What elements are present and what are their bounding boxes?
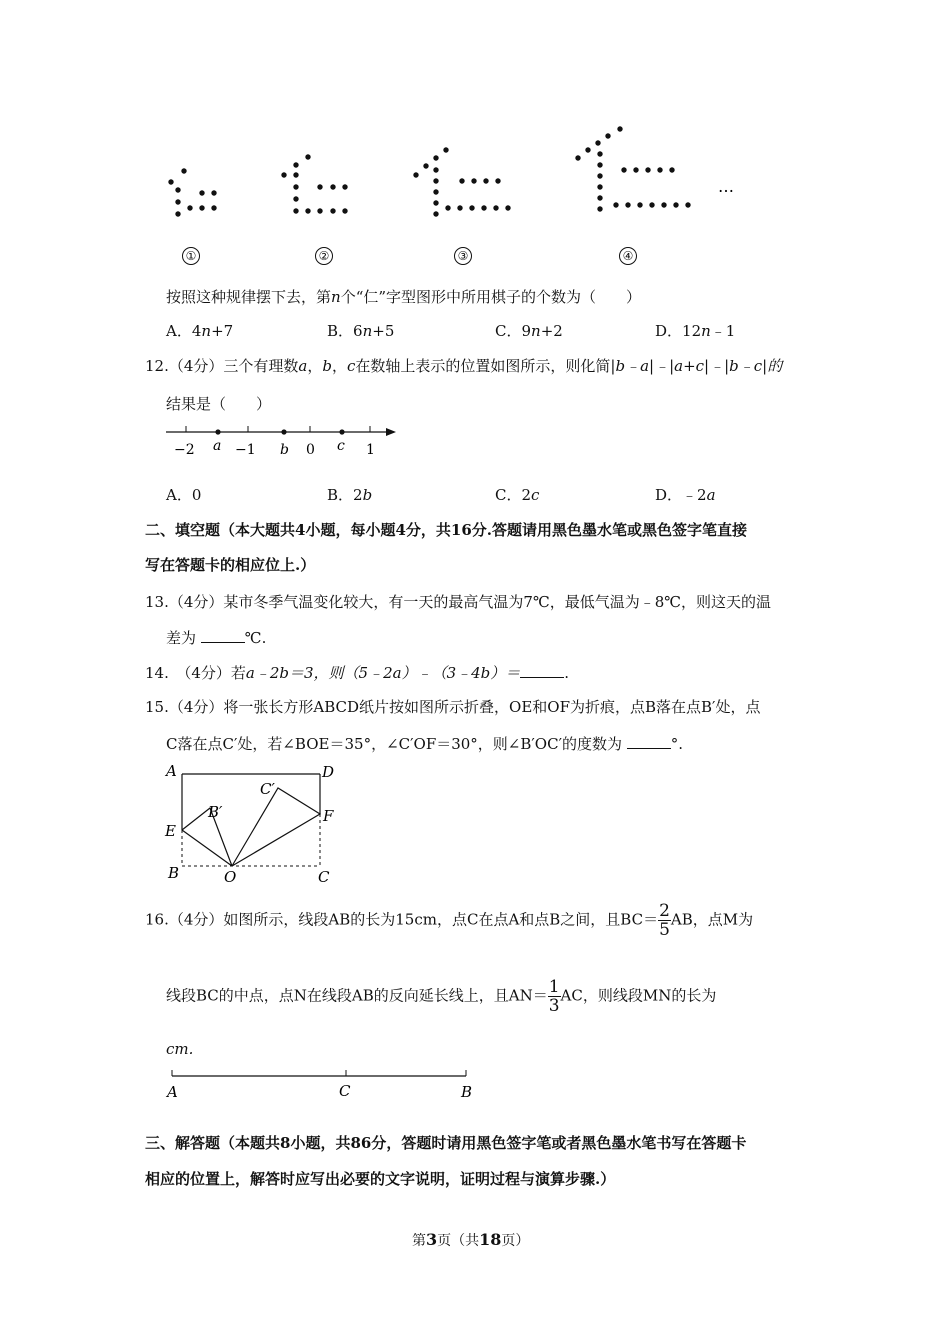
chess-piece-dot bbox=[413, 172, 418, 177]
q12-option-a[interactable]: A．0 bbox=[166, 486, 202, 504]
chess-piece-dot bbox=[625, 202, 630, 207]
chess-piece-dot bbox=[423, 163, 428, 168]
fraction-2-5: $\frac{2}{5}$ bbox=[659, 901, 670, 940]
chess-piece-dot bbox=[433, 211, 438, 216]
ren-dot-pattern-figure bbox=[0, 0, 950, 240]
chess-piece-dot bbox=[483, 178, 488, 183]
chess-piece-dot bbox=[168, 179, 173, 184]
figure-label-1: ① bbox=[182, 247, 200, 265]
chess-piece-dot bbox=[585, 147, 590, 152]
chess-piece-dot bbox=[613, 202, 618, 207]
chess-piece-dot bbox=[211, 205, 216, 210]
label-A: A bbox=[167, 1083, 178, 1101]
chess-piece-dot bbox=[293, 162, 298, 167]
q11-stem: 按照这种规律摆下去，第n个“仁”字型图形中所用棋子的个数为（ ） bbox=[166, 288, 642, 306]
number-line bbox=[164, 420, 414, 460]
tick-label: b bbox=[280, 442, 289, 458]
tick-label: a bbox=[213, 438, 222, 454]
chess-piece-dot bbox=[617, 126, 622, 131]
chess-piece-dot bbox=[657, 167, 662, 172]
chess-piece-dot bbox=[330, 208, 335, 213]
q12-option-c[interactable]: C．2c bbox=[495, 486, 540, 504]
chess-piece-dot bbox=[293, 196, 298, 201]
label-B-prime: B′ bbox=[208, 803, 223, 821]
chess-piece-dot bbox=[661, 202, 666, 207]
q15-line2: C落在点C′处，若∠BOE＝35°，∠C′OF＝30°，则∠B′OC′的度数为 °. bbox=[166, 735, 684, 753]
chess-piece-dot bbox=[457, 205, 462, 210]
chess-piece-dot bbox=[637, 202, 642, 207]
chess-piece-dot bbox=[211, 190, 216, 195]
chess-piece-dot bbox=[175, 199, 180, 204]
chess-piece-dot bbox=[649, 202, 654, 207]
label-C-prime: C′ bbox=[260, 780, 275, 798]
page-footer: 第3页（共18页） bbox=[412, 1230, 530, 1249]
answer-blank[interactable] bbox=[627, 734, 671, 749]
section2-heading-line2: 写在答题卡的相应位上.） bbox=[145, 556, 316, 574]
q12-stem: 12.（4分）三个有理数a，b，c在数轴上表示的位置如图所示，则化简|b﹣a|﹣|a+c|﹣|b﹣c|的 bbox=[145, 357, 783, 375]
q16-line1: 16.（4分）如图所示，线段AB的长为15cm，点C在点A和点B之间，且BC＝ $\frac{2}{5}$ AB，点M为 bbox=[145, 901, 754, 940]
chess-piece-dot bbox=[597, 195, 602, 200]
fraction-1-3: $\frac{1}{3}$ bbox=[548, 977, 560, 1016]
chess-piece-dot bbox=[621, 167, 626, 172]
q16-line3: cm. bbox=[166, 1040, 194, 1058]
chess-piece-dot bbox=[175, 211, 180, 216]
answer-blank[interactable] bbox=[520, 663, 564, 678]
segment-figure bbox=[164, 1068, 494, 1104]
chess-piece-dot bbox=[505, 205, 510, 210]
chess-piece-dot bbox=[293, 184, 298, 189]
figure-label-2: ② bbox=[315, 247, 333, 265]
q16-line2: 线段BC的中点，点N在线段AB的反向延长线上，且AN＝ $\frac{1}{3}$ AC，则线段MN的长为 bbox=[166, 977, 717, 1016]
chess-piece-dot bbox=[187, 205, 192, 210]
label-F: F bbox=[323, 807, 334, 825]
q11-option-c[interactable]: C．9n+2 bbox=[495, 322, 563, 340]
tick-label: −1 bbox=[235, 442, 256, 458]
chess-piece-dot bbox=[317, 208, 322, 213]
chess-piece-dot bbox=[342, 184, 347, 189]
chess-piece-dot bbox=[669, 167, 674, 172]
chess-piece-dot bbox=[199, 205, 204, 210]
chess-piece-dot bbox=[433, 189, 438, 194]
q15-line1: 15.（4分）将一张长方形ABCD纸片按如图所示折叠，OE和OF为折痕，点B落在点B′处，点 bbox=[145, 698, 761, 716]
q11-option-a[interactable]: A．4n+7 bbox=[166, 322, 234, 340]
folded-rectangle-figure bbox=[160, 760, 360, 890]
chess-piece-dot bbox=[305, 154, 310, 159]
q13-line2: 差为 ℃. bbox=[166, 629, 267, 647]
chess-piece-dot bbox=[459, 178, 464, 183]
chess-piece-dot bbox=[305, 208, 310, 213]
chess-piece-dot bbox=[469, 205, 474, 210]
q14-line: 14. （4分）若a﹣2b＝3，则（5﹣2a）﹣（3﹣4b）＝ . bbox=[145, 664, 570, 682]
chess-piece-dot bbox=[433, 167, 438, 172]
q11-option-b[interactable]: B．6n+5 bbox=[327, 322, 395, 340]
chess-piece-dot bbox=[495, 178, 500, 183]
section3-heading-line1: 三、解答题（本题共8小题，共86分，答题时请用黑色签字笔或者黑色墨水笔书写在答题卡 bbox=[145, 1134, 747, 1152]
chess-piece-dot bbox=[433, 155, 438, 160]
label-C: C bbox=[339, 1082, 351, 1100]
chess-piece-dot bbox=[493, 205, 498, 210]
tick-label: 1 bbox=[366, 442, 375, 458]
q12-option-b[interactable]: B．2b bbox=[327, 486, 373, 504]
chess-piece-dot bbox=[433, 178, 438, 183]
section2-heading-line1: 二、填空题（本大题共4小题，每小题4分，共16分.答题请用黑色墨水笔或黑色签字笔直接 bbox=[145, 521, 747, 539]
chess-piece-dot bbox=[443, 147, 448, 152]
tick-label: −2 bbox=[174, 442, 195, 458]
chess-piece-dot bbox=[597, 162, 602, 167]
chess-piece-dot bbox=[685, 202, 690, 207]
q13-line1: 13.（4分）某市冬季气温变化较大，有一天的最高气温为7℃，最低气温为﹣8℃，则这天的温 bbox=[145, 593, 772, 611]
label-C: C bbox=[318, 868, 330, 886]
chess-piece-dot bbox=[317, 184, 322, 189]
chess-piece-dot bbox=[597, 173, 602, 178]
figure-label-3: ③ bbox=[454, 247, 472, 265]
label-B: B bbox=[461, 1083, 473, 1101]
chess-piece-dot bbox=[293, 208, 298, 213]
q11-option-d[interactable]: D．12n﹣1 bbox=[655, 322, 736, 340]
label-B: B bbox=[168, 864, 180, 882]
section3-heading-line2: 相应的位置上，解答时应写出必要的文字说明，证明过程与演算步骤.） bbox=[145, 1170, 616, 1188]
chess-piece-dot bbox=[645, 167, 650, 172]
chess-piece-dot bbox=[433, 200, 438, 205]
label-O: O bbox=[224, 868, 237, 886]
chess-piece-dot bbox=[199, 190, 204, 195]
chess-piece-dot bbox=[595, 140, 600, 145]
chess-piece-dot bbox=[633, 167, 638, 172]
chess-piece-dot bbox=[597, 151, 602, 156]
label-D: D bbox=[322, 763, 335, 781]
tick-label: c bbox=[337, 438, 345, 454]
tick-label: 0 bbox=[306, 442, 315, 458]
chess-piece-dot bbox=[481, 205, 486, 210]
label-A: A bbox=[166, 762, 177, 780]
chess-piece-dot bbox=[342, 208, 347, 213]
chess-piece-dot bbox=[445, 205, 450, 210]
chess-piece-dot bbox=[575, 155, 580, 160]
chess-piece-dot bbox=[673, 202, 678, 207]
chess-piece-dot bbox=[597, 206, 602, 211]
q12-line2: 结果是（ ） bbox=[166, 395, 272, 413]
chess-piece-dot bbox=[597, 184, 602, 189]
ellipsis: … bbox=[718, 177, 734, 196]
q12-option-d[interactable]: D．﹣2a bbox=[655, 486, 716, 504]
chess-piece-dot bbox=[471, 178, 476, 183]
chess-piece-dot bbox=[330, 184, 335, 189]
chess-piece-dot bbox=[175, 187, 180, 192]
answer-blank[interactable] bbox=[201, 628, 245, 643]
chess-piece-dot bbox=[293, 172, 298, 177]
label-E: E bbox=[165, 822, 176, 840]
chess-piece-dot bbox=[605, 133, 610, 138]
chess-piece-dot bbox=[281, 172, 286, 177]
figure-label-4: ④ bbox=[619, 247, 637, 265]
chess-piece-dot bbox=[181, 168, 186, 173]
